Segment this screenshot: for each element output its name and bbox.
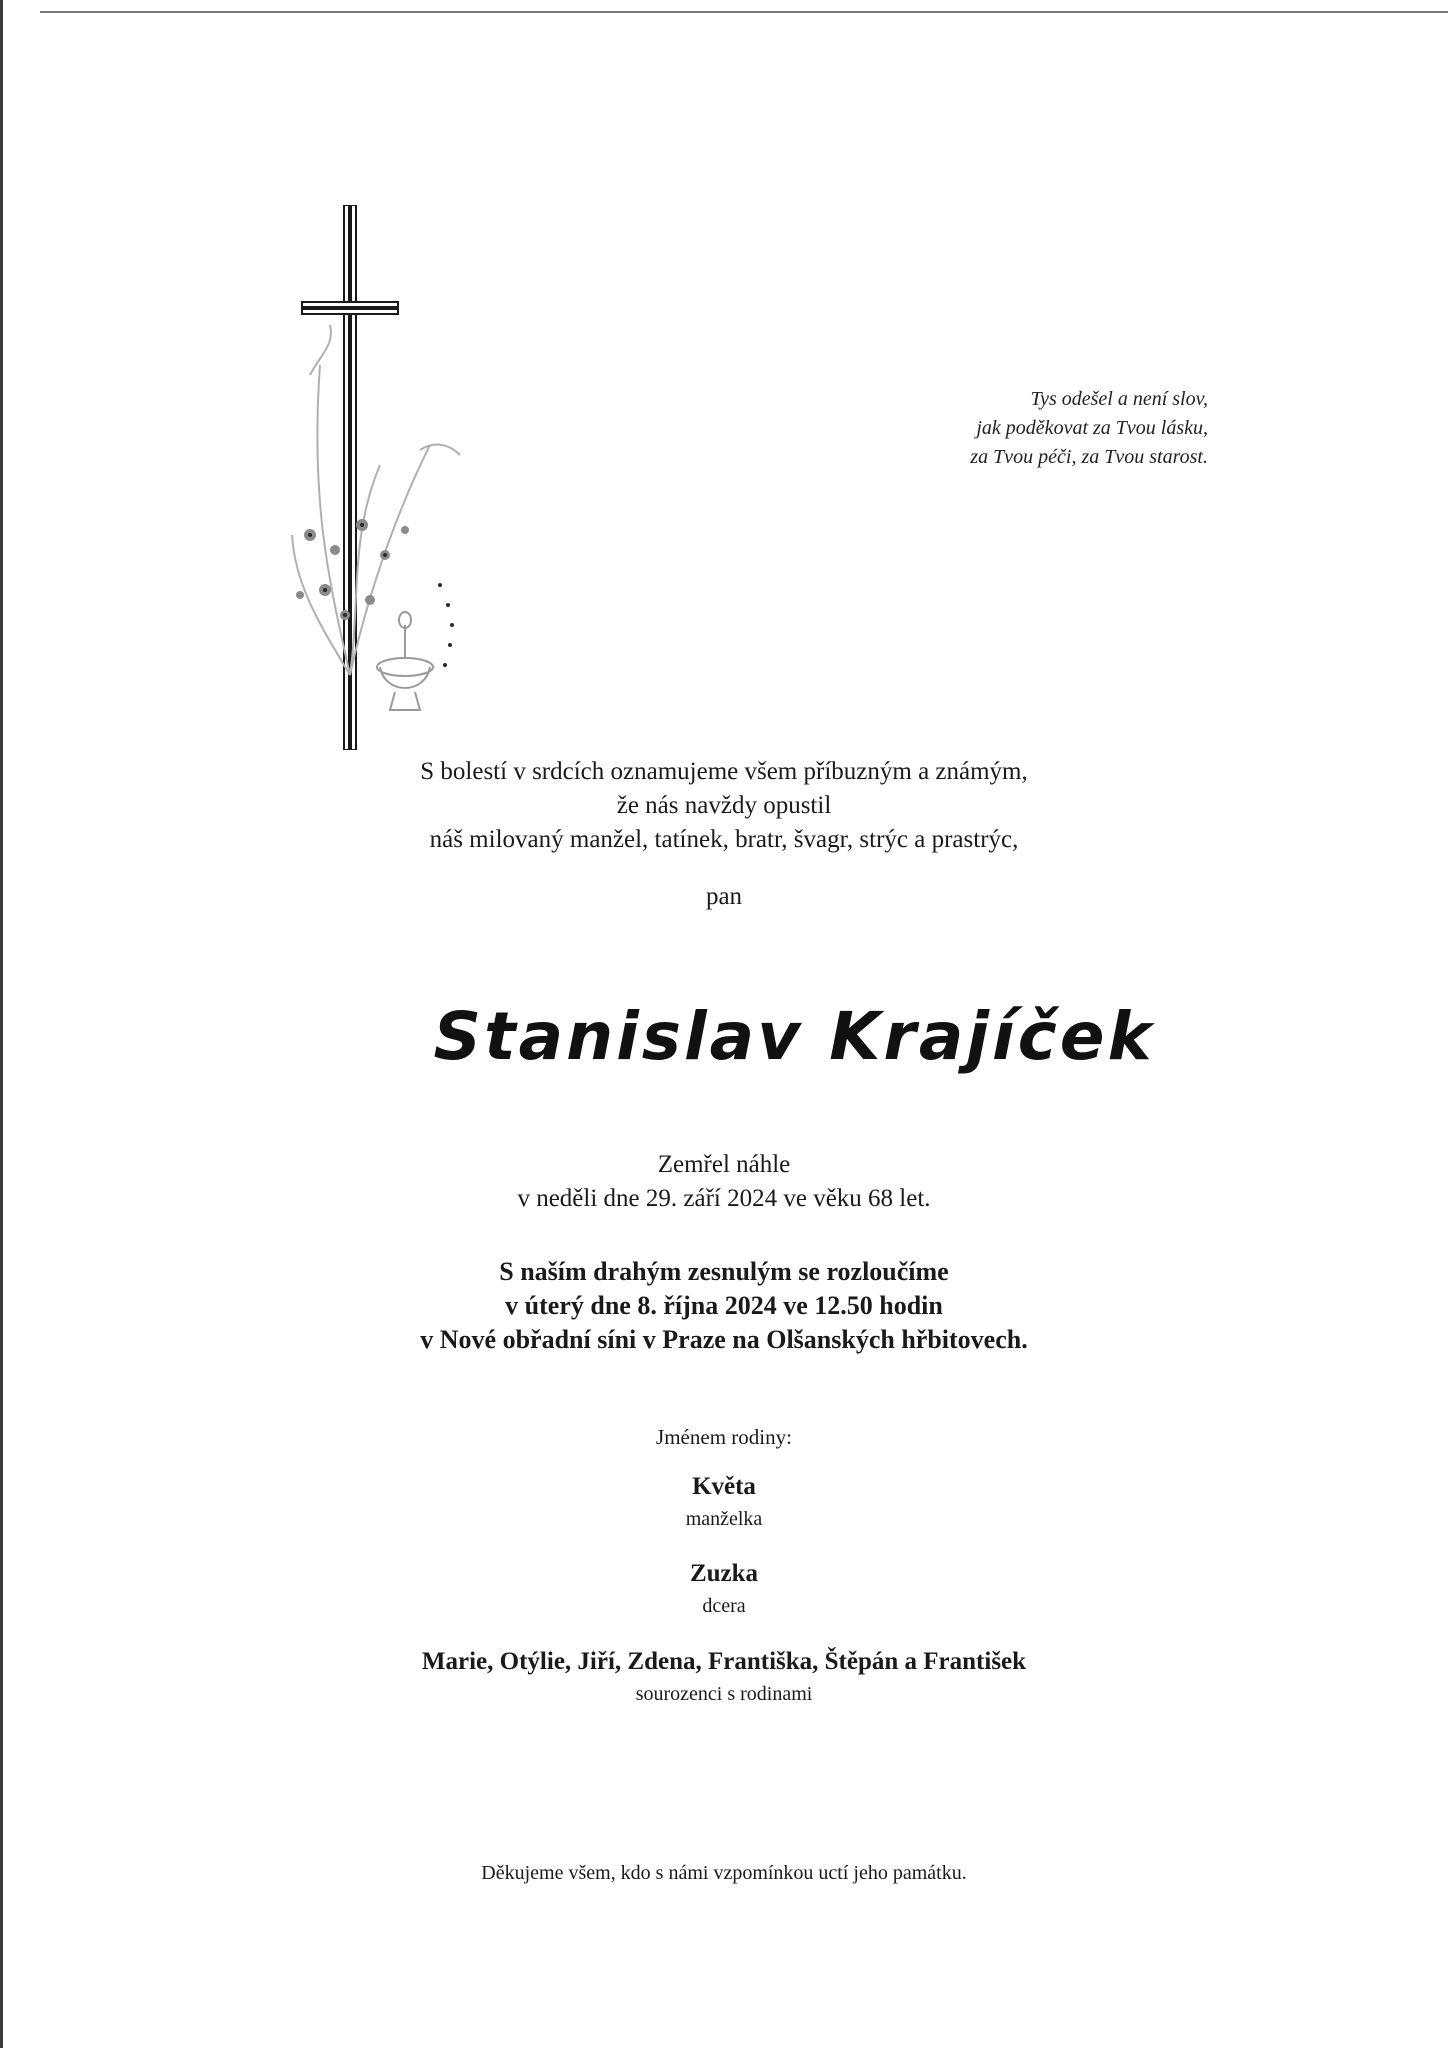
death-info [0,1148,1448,1216]
left-edge-line [0,0,3,2048]
death-info-line: Zemřel náhle [657,1151,791,1178]
announcement-line: S bolestí v srdcích oznamujeme všem příbuzným a známým, [420,758,1028,785]
closing-thanks: Děkujeme všem, kdo s námi vzpomínkou uctí jeho památku. [481,1862,967,1884]
family-member-role: sourozenci s rodinami [635,1683,813,1705]
announcement-line: náš milovaný manžel, tatínek, bratr, švagr, strýc a prastrýc, [429,826,1019,853]
family-member-name: Zuzka [689,1560,759,1587]
farewell-info [0,1255,1448,1357]
farewell-line: S naším drahým zesnulým se rozloučíme [499,1257,949,1286]
top-edge-line [40,11,1448,13]
family-member-name: Květa [692,1473,756,1500]
cross-with-flowers-icon [290,205,520,750]
family-member-role: dcera [702,1595,746,1617]
poem-line: jak poděkovat za Tvou lásku, [976,417,1208,439]
deceased-name: Stanislav Krajíček [433,998,1155,1075]
farewell-line: v úterý dne 8. října 2024 ve 12.50 hodin [505,1291,943,1320]
death-info-line: v neděli dne 29. září 2024 ve věku 68 let. [517,1185,931,1212]
family-member-role: manželka [685,1508,763,1530]
salutation: pan [705,883,743,910]
announcement [0,755,1448,857]
family-member-name: Marie, Otýlie, Jiří, Zdena, Františka, Štěpán a František [421,1648,1027,1675]
family-label: Jménem rodiny: [656,1425,792,1449]
poem-line: Tys odešel a není slov, [1030,388,1208,410]
poem-line: za Tvou péči, za Tvou starost. [970,446,1208,468]
farewell-line: v Nové obřadní síni v Praze na Olšanských hřbitovech. [420,1325,1028,1354]
poem [808,385,1208,472]
announcement-line: že nás navždy opustil [616,792,832,819]
